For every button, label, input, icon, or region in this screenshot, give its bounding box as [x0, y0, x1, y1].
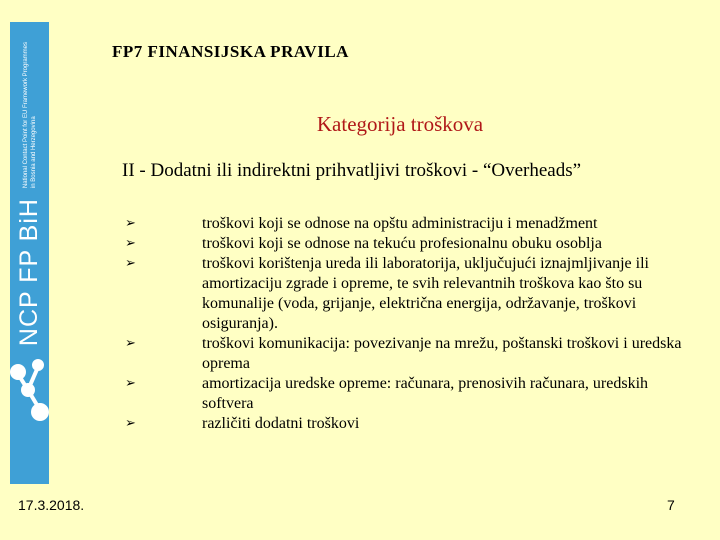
- bullet-arrow-icon: ➢: [125, 336, 136, 351]
- page-number: 7: [667, 497, 675, 513]
- ncp-tagline-line-2: in Bosnia and Herzegovina: [30, 116, 37, 189]
- deck-title: FP7 FINANSIJSKA PRAVILA: [112, 42, 349, 61]
- ncp-brand-text: NCP FP BiH: [15, 198, 43, 347]
- bullet-arrow-icon: ➢: [125, 236, 136, 251]
- list-item: [125, 414, 685, 434]
- footer-date: 17.3.2018.: [18, 497, 85, 513]
- bullet-text: troškovi koji se odnose na opštu administraciju i menadžment: [202, 215, 598, 232]
- list-item: [125, 234, 685, 254]
- list-item: [125, 374, 685, 414]
- bullet-text: troškovi korištenja ureda ili laboratorija, uključujući iznajmljivanje ili amortizaciju zgrade i opreme, te svih relevantnih troškova kao što su komunalije (voda, grijanje, električna energija, održavanje, troškovi osiguranja).: [202, 255, 649, 332]
- bullet-text: amortizacija uredske opreme: računara, prenosivih računara, uredskih softvera: [202, 375, 649, 412]
- bullet-text: troškovi koji se odnose na tekuću profesionalnu obuku osoblja: [202, 235, 602, 252]
- ncp-logo-sidebar: [10, 22, 49, 484]
- bullet-arrow-icon: ➢: [125, 216, 136, 231]
- list-item: [125, 254, 685, 334]
- bullet-text: troškovi komunikacija: povezivanje na mrežu, poštanski troškovi i uredska oprema: [202, 335, 682, 372]
- list-item: [125, 214, 685, 234]
- section-title: Kategorija troškova: [316, 112, 484, 136]
- ncp-tagline-line-1: National Contact Point for EU Framework Programmes: [22, 42, 29, 189]
- cost-bullet-list: [125, 214, 685, 434]
- overheads-subtitle: II - Dodatni ili indirektni prihvatljivi troškovi - “Overheads”: [122, 160, 582, 181]
- bullet-arrow-icon: ➢: [125, 376, 136, 391]
- bullet-arrow-icon: ➢: [125, 416, 136, 431]
- bullet-text: različiti dodatni troškovi: [202, 415, 360, 432]
- bullet-arrow-icon: ➢: [125, 256, 136, 271]
- list-item: [125, 334, 685, 374]
